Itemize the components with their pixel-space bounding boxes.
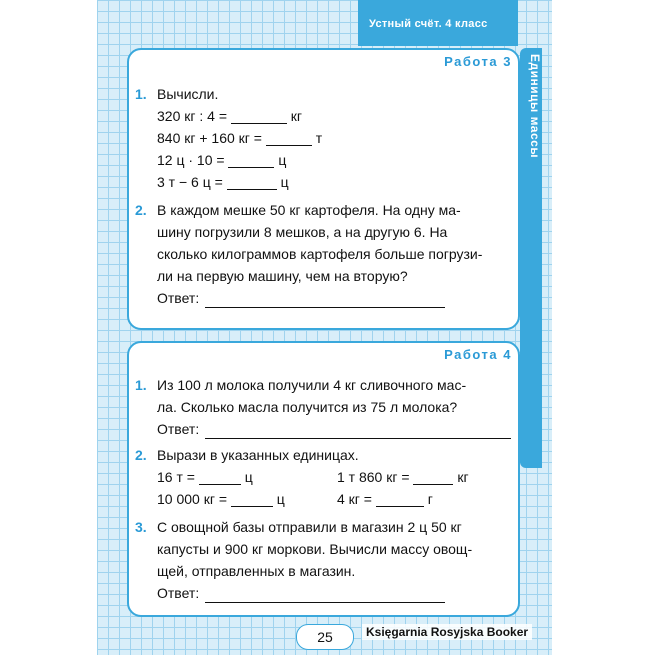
problem-line: В каждом мешке 50 кг картофеля. На одну ма-: [157, 202, 461, 218]
answer-blank[interactable]: [266, 133, 312, 146]
expression-line: [157, 152, 286, 168]
answer-blank[interactable]: [227, 177, 277, 190]
task-number: 2.: [135, 447, 147, 463]
unit: т: [315, 130, 323, 146]
problem-line: С овощной базы отправили в магазин 2 ц 50 кг: [157, 519, 462, 535]
watermark: Księgarnia Rosyjska Booker: [362, 624, 532, 640]
answer-label: Ответ:: [157, 421, 200, 437]
task-number: 3.: [135, 519, 147, 535]
conversion-line: [337, 469, 469, 485]
problem-line: шину погрузили 8 мешков, а на другую 6. На: [157, 224, 448, 240]
problem-line: щей, отправленных в магазин.: [157, 563, 356, 579]
answer-blank[interactable]: [228, 155, 274, 168]
work-4-card: [127, 341, 520, 617]
expression: 840 кг + 160 кг =: [157, 130, 262, 146]
answer-blank[interactable]: [376, 494, 424, 507]
expression: 320 кг : 4 =: [157, 108, 227, 124]
answer-line[interactable]: [205, 601, 445, 603]
problem-line: капусты и 900 кг моркови. Вычисли массу овощ-: [157, 541, 473, 557]
unit: ц: [276, 491, 285, 507]
work-4-title: Работа 4: [444, 347, 512, 362]
work-3-title: Работа 3: [444, 54, 512, 69]
task-intro: Вырази в указанных единицах.: [157, 447, 359, 463]
answer-label: Ответ:: [157, 585, 200, 601]
task-number: 1.: [135, 377, 147, 393]
expression: 12 ц · 10 =: [157, 152, 225, 168]
expression: 4 кг =: [337, 491, 372, 507]
work-3-card: [127, 48, 520, 330]
conversion-line: [157, 491, 285, 507]
expression-line: [157, 174, 289, 190]
expression-line: [157, 130, 322, 146]
unit: г: [427, 491, 433, 507]
problem-line: ла. Сколько масла получится из 75 л молока?: [157, 399, 458, 415]
page-number: 25: [296, 624, 354, 650]
header-title: Устный счёт. 4 класс: [369, 18, 488, 30]
unit: ц: [280, 174, 289, 190]
side-tab-label: Единицы массы: [528, 54, 542, 159]
problem-line: Из 100 л молока получили 4 кг сливочного мас-: [157, 377, 467, 393]
expression: 3 т − 6 ц =: [157, 174, 223, 190]
side-tab: [520, 48, 542, 468]
expression: 10 000 кг =: [157, 491, 228, 507]
answer-blank[interactable]: [199, 472, 241, 485]
task-number: 1.: [135, 86, 147, 102]
answer-blank[interactable]: [413, 472, 453, 485]
expression: 1 т 860 кг =: [337, 469, 410, 485]
expression: 16 т =: [157, 469, 195, 485]
unit: ц: [244, 469, 253, 485]
problem-line: ли на первую машину, чем на вторую?: [157, 268, 408, 284]
answer-line[interactable]: [205, 306, 445, 308]
unit: кг: [290, 108, 303, 124]
conversion-line: [157, 469, 253, 485]
expression-line: [157, 108, 302, 124]
answer-blank[interactable]: [231, 111, 287, 124]
task-intro: Вычисли.: [157, 86, 219, 102]
answer-label: Ответ:: [157, 290, 200, 306]
unit: ц: [278, 152, 287, 168]
answer-line[interactable]: [205, 437, 511, 439]
problem-line: сколько килограммов картофеля больше погрузи-: [157, 246, 483, 262]
unit: кг: [457, 469, 469, 485]
conversion-line: [337, 491, 433, 507]
answer-blank[interactable]: [231, 494, 273, 507]
task-number: 2.: [135, 202, 147, 218]
